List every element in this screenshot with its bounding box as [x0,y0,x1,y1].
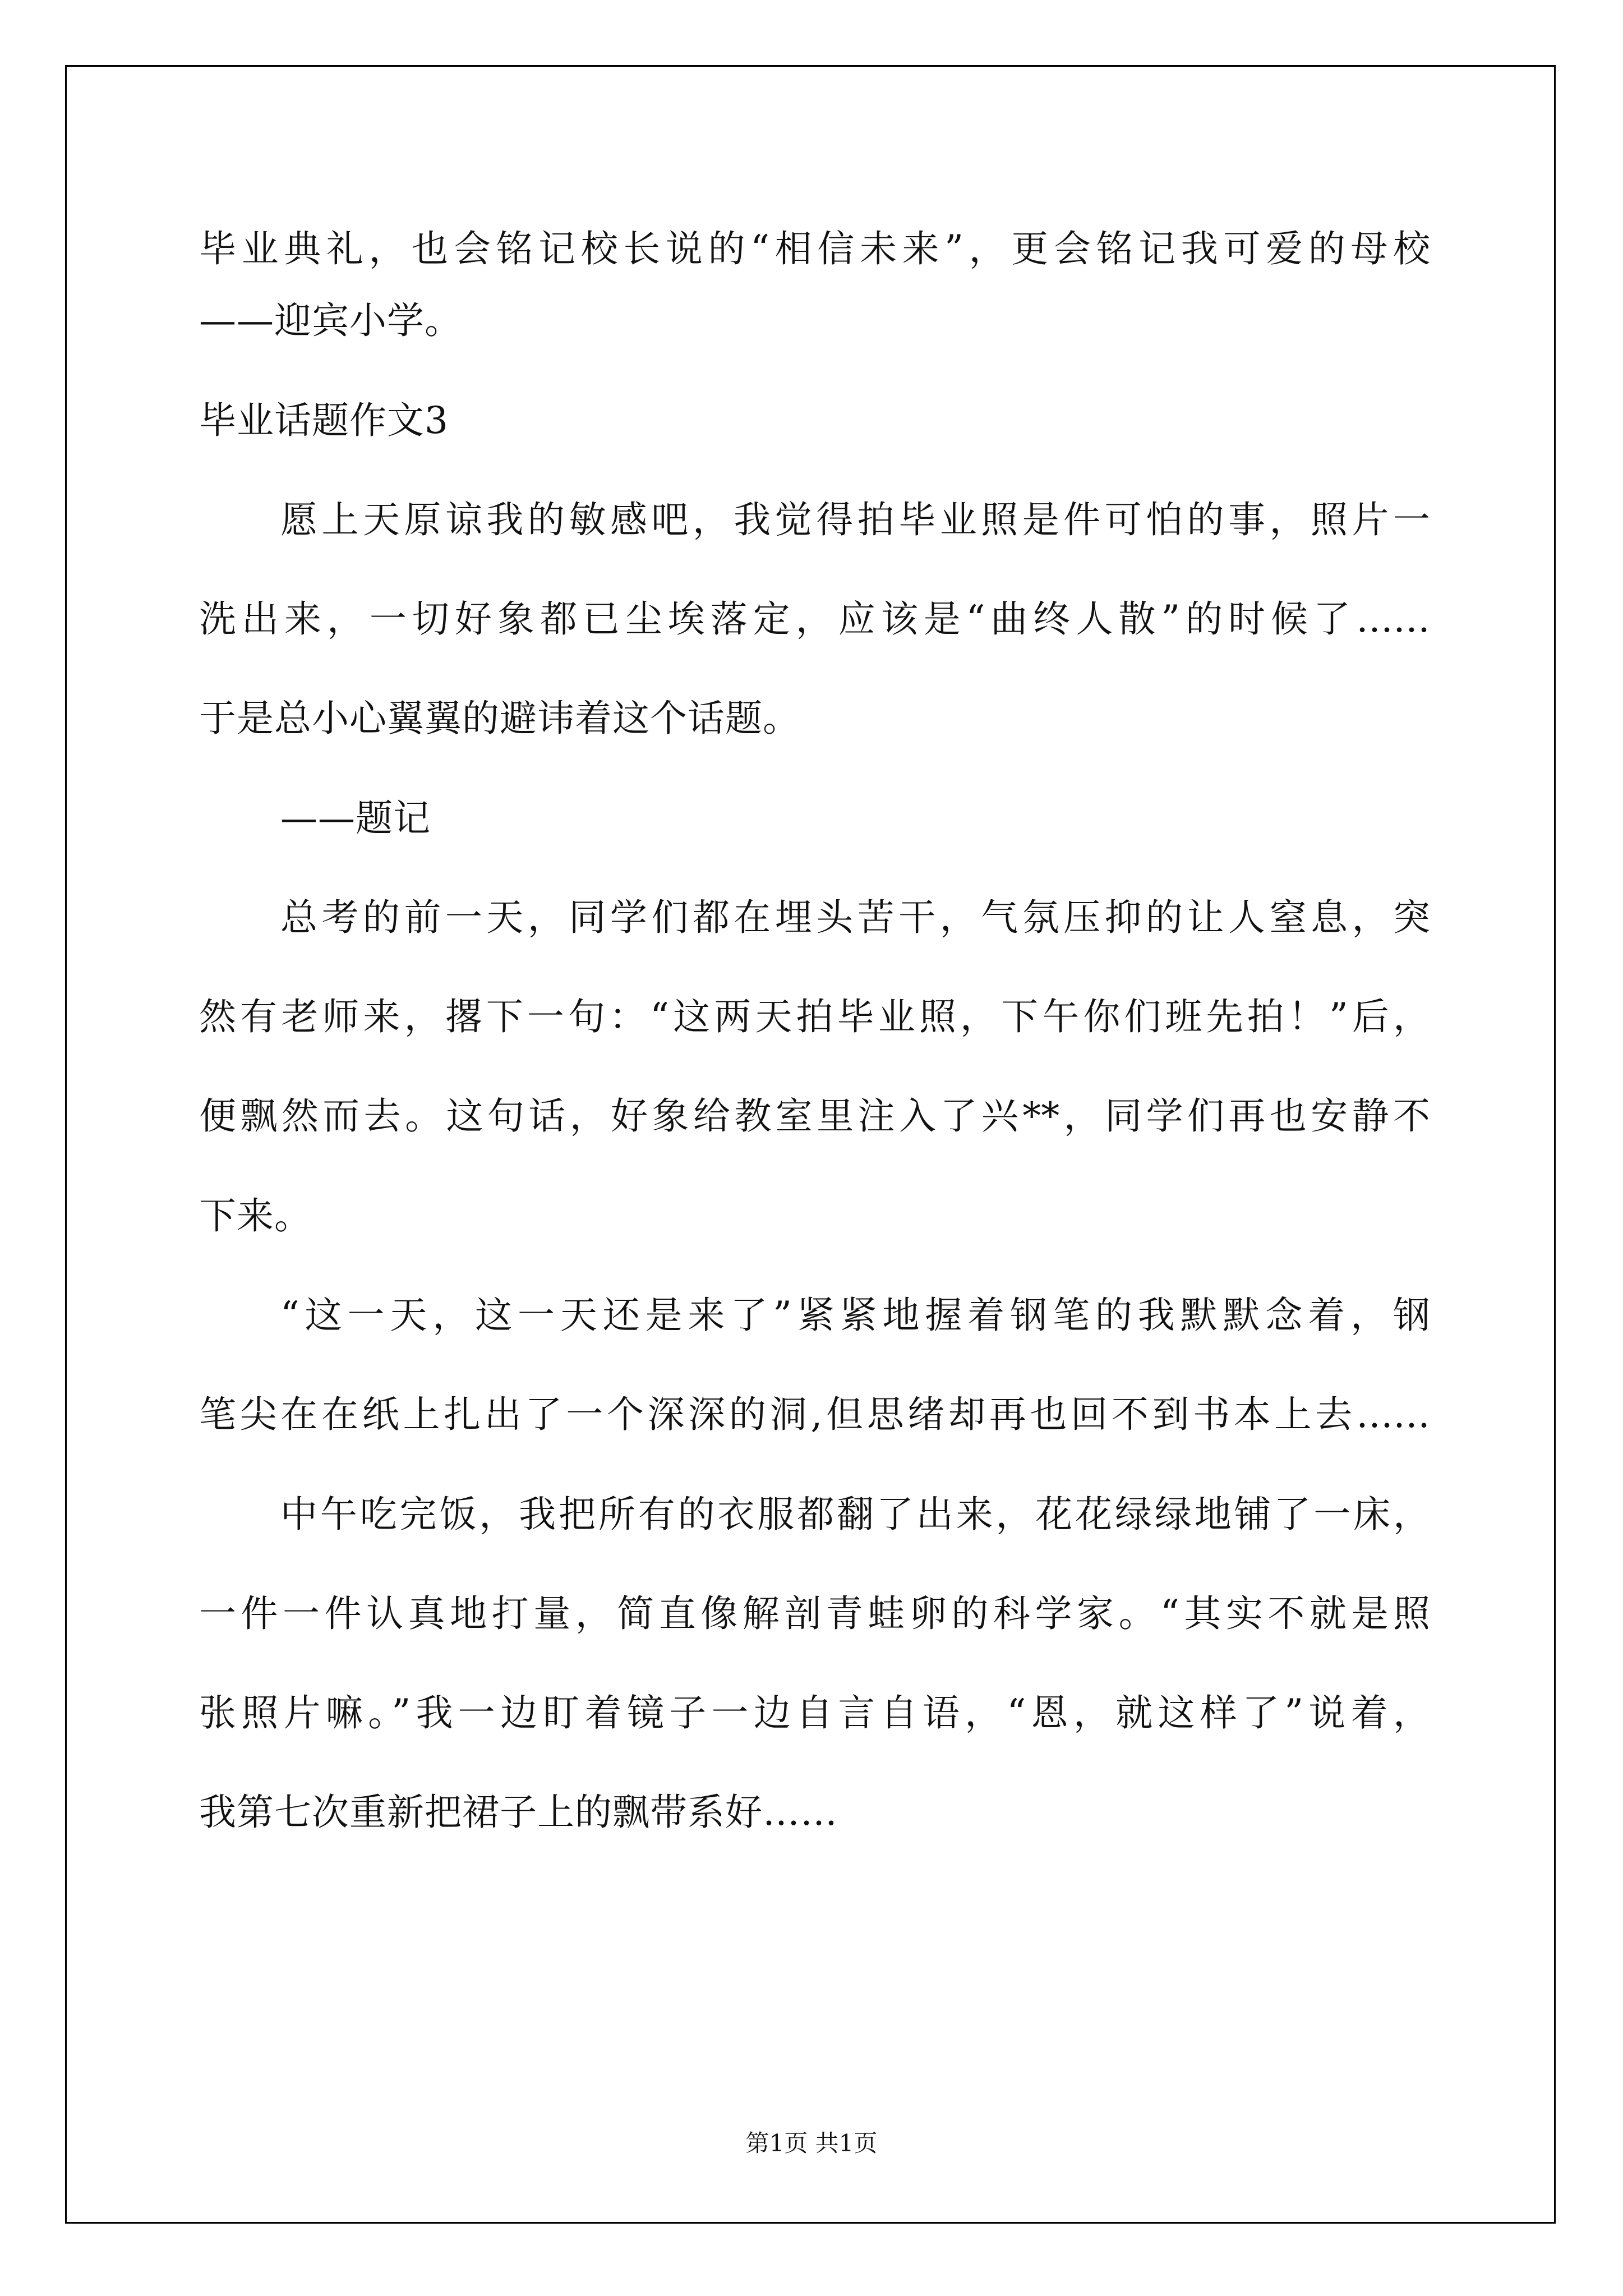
body-line: 然有老师来，撂下一句：“这两天拍毕业照，下午你们班先拍！”后， [199,995,1430,1038]
body-line: 中午吃完饭，我把所有的衣服都翻了出来，花花绿绿地铺了一床， [280,1493,1430,1536]
section-heading: 毕业话题作文3 [199,399,449,442]
body-line: 我第七次重新把裙子上的飘带系好…… [199,1791,838,1834]
body-line: 张照片嘛。”我一边盯着镜子一边自言自语，“恩，就这样了”说着， [199,1691,1430,1734]
body-line: 笔尖在在纸上扎出了一个深深的洞,但思绪却再也回不到书本上去…… [199,1393,1430,1436]
body-line: 便飘然而去。这句话，好象给教室里注入了兴**，同学们再也安静不 [199,1094,1430,1138]
body-line: 于是总小心翼翼的避讳着这个话题。 [199,697,800,740]
body-line: 愿上天原谅我的敏感吧，我觉得拍毕业照是件可怕的事，照片一 [280,498,1430,541]
epigraph-attribution: ——题记 [280,797,431,840]
body-line: 毕业典礼，也会铭记校长说的“相信未来”，更会铭记我可爱的母校 [199,227,1430,270]
body-line: 总考的前一天，同学们都在埋头苦干，气氛压抑的让人窒息，突 [280,896,1430,939]
page-number-footer: 第1页 共1页 [745,2129,878,2157]
page-border [65,65,1556,2224]
body-line: 洗出来，一切好象都已尘埃落定，应该是“曲终人散”的时候了…… [199,597,1430,641]
body-line: 下来。 [199,1194,312,1237]
body-line: ——迎宾小学。 [199,299,462,342]
body-line: “这一天，这一天还是来了”紧紧地握着钢笔的我默默念着，钢 [280,1294,1430,1337]
body-line: 一件一件认真地打量，简直像解剖青蛙卵的科学家。“其实不就是照 [199,1592,1430,1635]
